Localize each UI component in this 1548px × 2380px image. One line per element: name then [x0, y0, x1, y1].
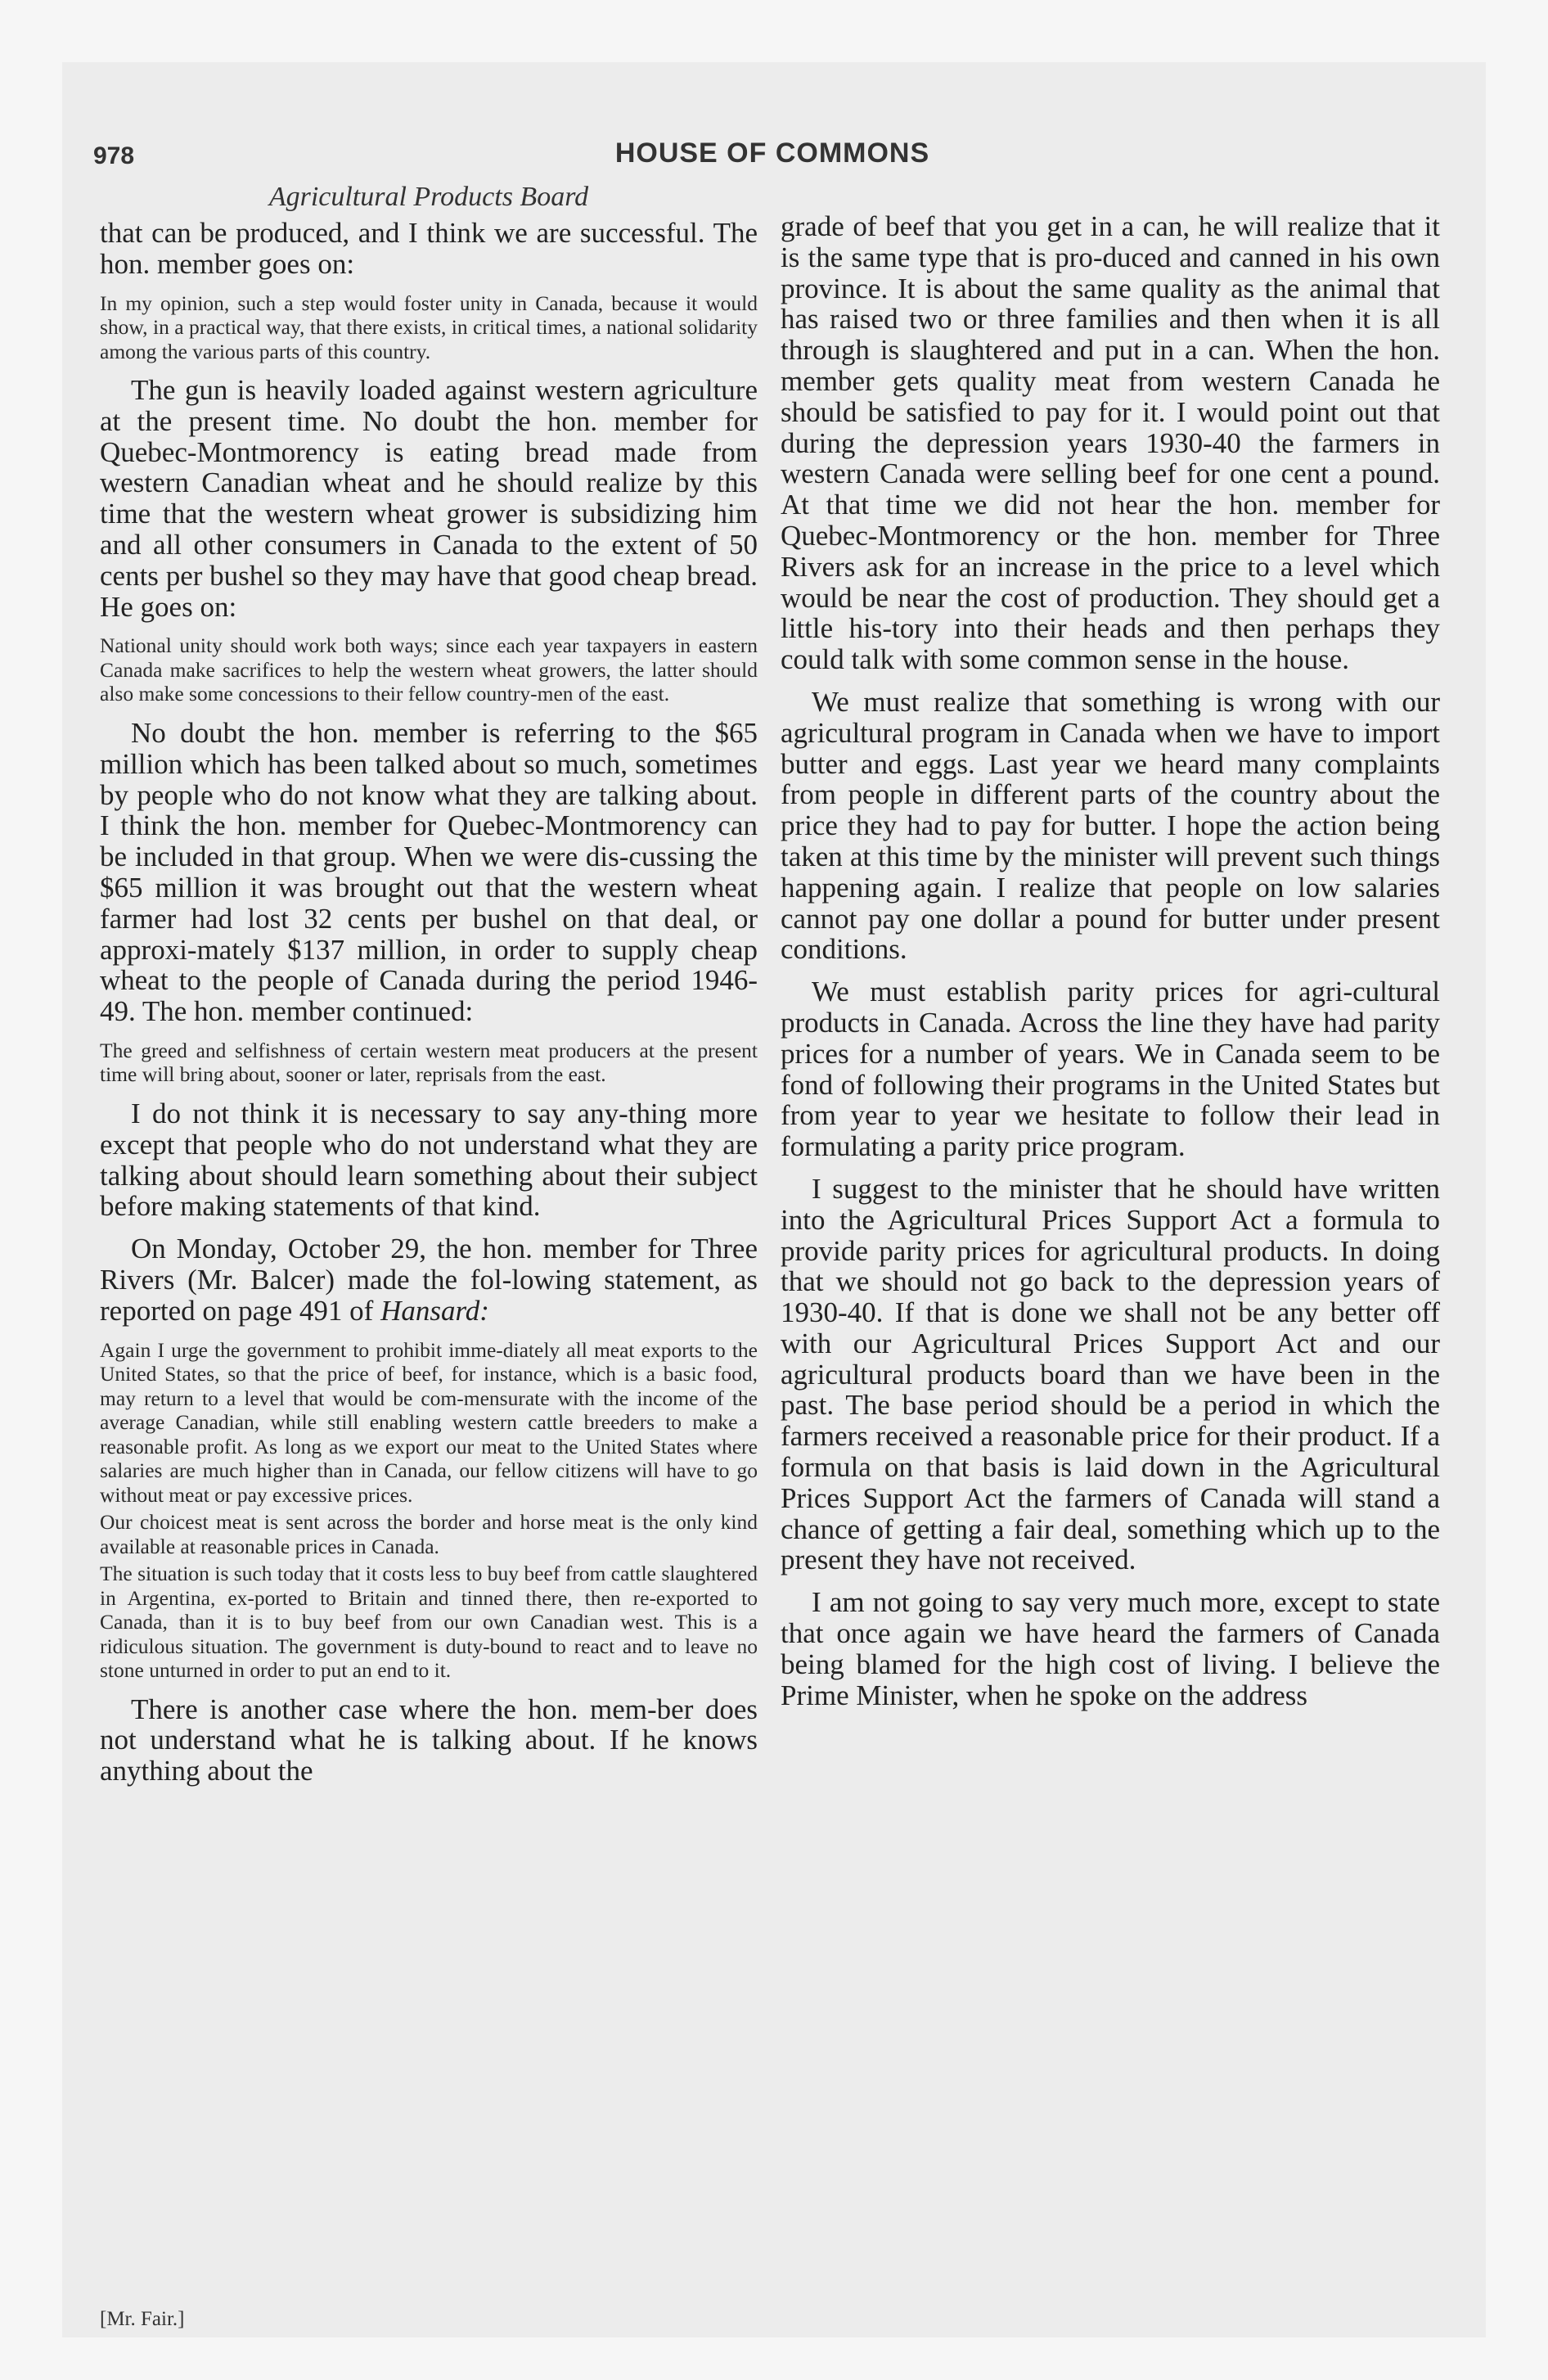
right-column: [781, 211, 1440, 1722]
quote-text: National unity should work both ways; since each year taxpayers in eastern Canada make sacrifices to help the western wheat growers, the latter should also make some concessions to their fellow country-men of the east.: [100, 633, 758, 706]
block-quote: [100, 1039, 758, 1087]
paragraph: No doubt the hon. member is referring to the $65 million which has been talked about so much, sometimes by people who do not know what they are talking about. I think the hon. member for Quebec-Montmorency can be included in that group. When we were dis-cussing the $65 million it was brought out that the western wheat farmer had lost 32 cents per bushel on that deal, or approxi-mately $137 million, in order to supply cheap wheat to the people of Canada during the period 1946-49. The hon. member continued:: [100, 716, 758, 1028]
subject-heading: Agricultural Products Board: [268, 182, 589, 212]
paragraph: I do not think it is necessary to say any-thing more except that people who do not understand what they are talking about should learn something about their subject before making statements of that kind.: [100, 1097, 758, 1223]
block-quote: [100, 633, 758, 706]
hansard-reference: Hansard:: [380, 1294, 489, 1327]
quote-text: Our choicest meat is sent across the border and horse meat is the only kind available at reasonable prices in Canada.: [100, 1510, 758, 1558]
block-quote: [100, 1338, 758, 1683]
quote-text: The situation is such today that it costs less to buy beef from cattle slaughtered in Argentina, ex-ported to Britain and tinned there, then re-exported to Canada, than it is to buy beef from our own Canadian west. This is a ridiculous situation. The government is duty-bound to react and to leave no stone unturned in order to put an end to it.: [100, 1562, 758, 1683]
paragraph: I am not going to say very much more, except to state that once again we have heard the farmers of Canada being blamed for the high cost of living. I believe the Prime Minister, when he spoke on the address: [781, 1586, 1440, 1711]
quote-text: The greed and selfishness of certain western meat producers at the present time will bring about, sooner or later, reprisals from the east.: [100, 1038, 758, 1087]
block-quote: [100, 291, 758, 364]
paragraph: We must realize that something is wrong with our agricultural program in Canada when we have to import butter and eggs. Last year we heard many complaints from people in different parts of the country about the price they had to pay for butter. I hope the action being taken at this time by the minister will prevent such things happening again. I realize that people on low salaries cannot pay one dollar a pound for butter under present conditions.: [781, 685, 1440, 966]
paragraph: that can be produced, and I think we are successful. The hon. member goes on:: [100, 217, 758, 280]
paragraph: There is another case where the hon. mem-ber does not understand what he is talking about. If he knows anything about the: [100, 1693, 758, 1787]
quote-text: Again I urge the government to prohibit imme-diately all meat exports to the United States, so that the price of beef, for instance, which is a basic food, may return to a level that would be com-mensurate with the income of the average Canadian, while still enabling western cattle breeders to make a reasonable profit. As long as we export our meat to the United States where salaries are much higher than in Canada, our fellow citizens will have to go without meat or pay excessive prices.: [100, 1337, 758, 1507]
page-number: 978: [93, 142, 135, 169]
running-head: HOUSE OF COMMONS: [614, 137, 930, 169]
speaker-attribution: [Mr. Fair.]: [100, 2308, 185, 2330]
paragraph-text: On Monday, October 29, the hon. member for Three Rivers (Mr. Balcer) made the fol-lowing statement, as reported on page 491 of: [100, 1233, 758, 1327]
page-header: [93, 137, 1451, 178]
paragraph: [100, 1233, 758, 1326]
paragraph: I suggest to the minister that he should have written into the Agricultural Prices Support Act a formula to provide parity prices for agricultural products. In doing that we should not go back to the depression years of 1930-40. If that is done we shall not be any better off with our Agricultural Prices Support Act and our agricultural products board than we have been in the past. The base period should be a period in which the farmers received a reasonable price for their product. If a formula on that basis is laid down in the Agricultural Prices Support Act the farmers of Canada will stand a chance of getting a fair deal, something which up to the present they have not received.: [781, 1172, 1440, 1576]
paragraph: We must establish parity prices for agri-cultural products in Canada. Across the line they have had parity prices for a number of years. We in Canada seem to be fond of following their programs in the United States but from year to year we hesitate to follow their lead in formulating a parity price program.: [781, 976, 1440, 1163]
paragraph: grade of beef that you get in a can, he will realize that it is the same type that is pro-duced and canned in his own province. It is about the same quality as the animal that has raised two or three families and then when it is all through is slaughtered and put in a can. When the hon. member gets quality meat from western Canada he should be satisfied to pay for it. I would point out that during the depression years 1930-40 the farmers in western Canada were selling beef for one cent a pound. At that time we did not hear the hon. member for Quebec-Montmorency or the hon. member for Three Rivers ask for an increase in the price to a level which would be near the cost of production. They should get a little his-tory into their heads and then perhaps they could talk with some common sense in the house.: [781, 210, 1440, 676]
quote-text: In my opinion, such a step would foster unity in Canada, because it would show, in a practical way, that there exists, in critical times, a national solidarity among the various parts of this country.: [100, 291, 758, 363]
paragraph: The gun is heavily loaded against western agriculture at the present time. No doubt the hon. member for Quebec-Montmorency is eating bread made from western Canadian wheat and he should realize by this time that the western wheat grower is subsidizing him and all other consumers in Canada to the extent of 50 cents per bushel so they may have that good cheap bread. He goes on:: [100, 374, 758, 623]
left-column: [100, 182, 758, 1798]
